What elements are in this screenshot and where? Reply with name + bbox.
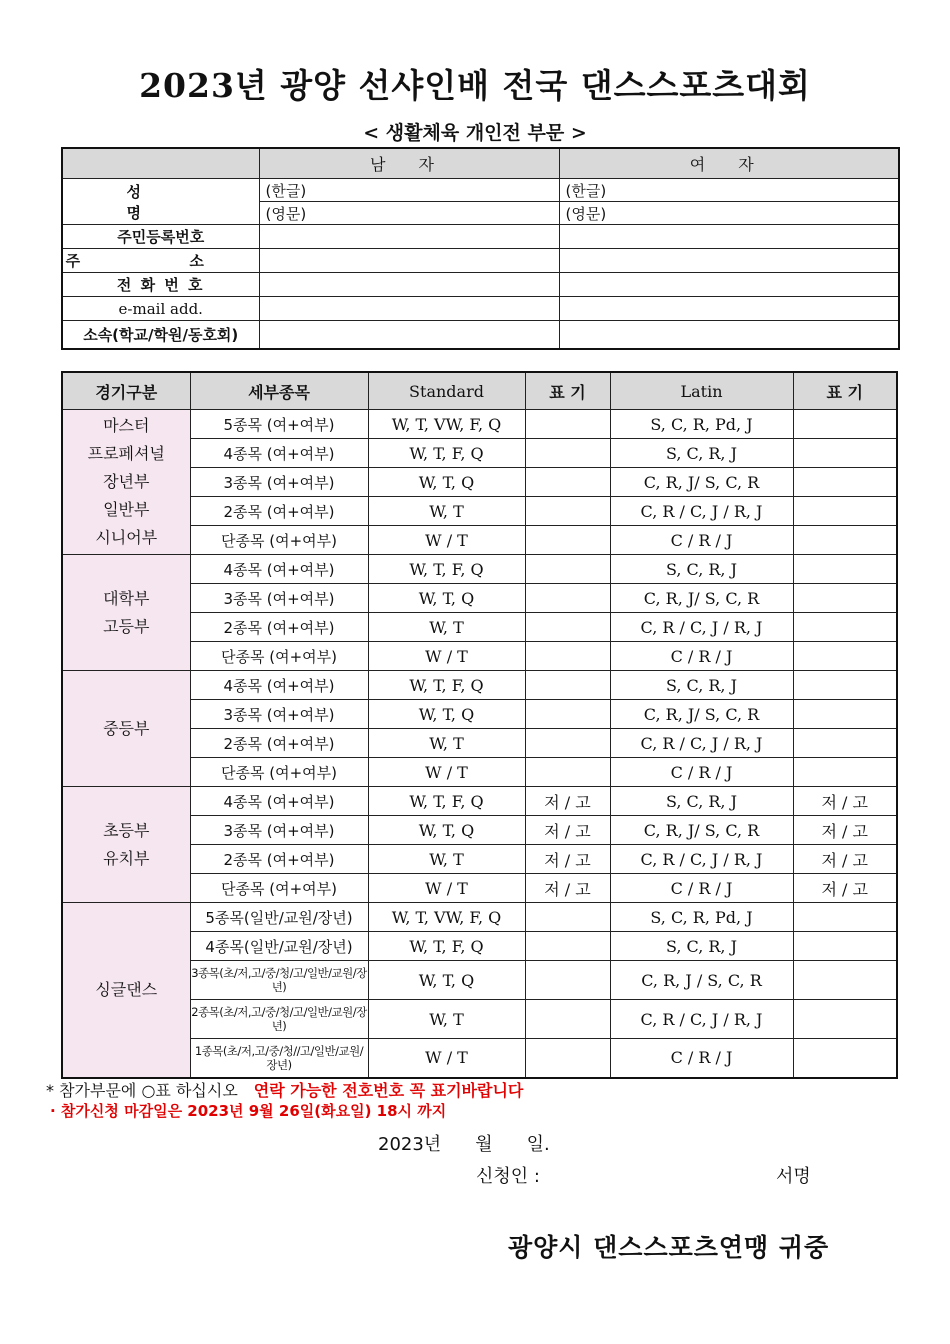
event-name: 2종목 (여+여부) bbox=[190, 845, 368, 874]
standard-mark-cell[interactable] bbox=[525, 497, 610, 526]
category-line: 고등부 bbox=[103, 616, 150, 636]
standard-dances: W, T, F, Q bbox=[368, 555, 525, 584]
event-name: 1종목(초/저,고/중/청//고/일반/교원/장년) bbox=[190, 1039, 368, 1078]
latin-mark-cell[interactable] bbox=[793, 439, 897, 468]
corner-cell bbox=[62, 148, 259, 179]
latin-dances: C, R / C, J / R, J bbox=[610, 497, 793, 526]
category-line: 초등부 bbox=[103, 820, 150, 840]
event-name: 3종목 (여+여부) bbox=[190, 816, 368, 845]
standard-dances: W / T bbox=[368, 758, 525, 787]
standard-mark-cell[interactable] bbox=[525, 468, 610, 497]
standard-dances: W, T bbox=[368, 1000, 525, 1039]
standard-mark-cell[interactable] bbox=[525, 758, 610, 787]
category-line: 중등부 bbox=[103, 718, 150, 738]
standard-dances: W / T bbox=[368, 526, 525, 555]
male-korean-name-field[interactable]: (한글) bbox=[259, 179, 559, 202]
latin-mark-cell[interactable] bbox=[793, 468, 897, 497]
latin-mark-cell[interactable]: 저 / 고 bbox=[793, 787, 897, 816]
standard-mark-cell[interactable]: 저 / 고 bbox=[525, 845, 610, 874]
standard-mark-cell[interactable] bbox=[525, 439, 610, 468]
header-event: 세부종목 bbox=[190, 372, 368, 410]
date-day: 일. bbox=[526, 1134, 550, 1155]
event-name: 4종목 (여+여부) bbox=[190, 555, 368, 584]
latin-dances: S, C, R, Pd, J bbox=[610, 903, 793, 932]
category-cell bbox=[62, 555, 190, 671]
note-mark-instruction: * 참가부문에 ○표 하십시오 bbox=[46, 1081, 238, 1100]
standard-mark-cell[interactable] bbox=[525, 700, 610, 729]
event-name: 5종목 (여+여부) bbox=[190, 410, 368, 439]
latin-dances: S, C, R, Pd, J bbox=[610, 410, 793, 439]
female-phone-field[interactable] bbox=[559, 273, 899, 297]
latin-dances: S, C, R, J bbox=[610, 932, 793, 961]
standard-dances: W / T bbox=[368, 1039, 525, 1078]
category-cell bbox=[62, 410, 190, 555]
standard-mark-cell[interactable]: 저 / 고 bbox=[525, 787, 610, 816]
latin-dances: C / R / J bbox=[610, 1039, 793, 1078]
male-address-field[interactable] bbox=[259, 249, 559, 273]
note-phone-warning: 연락 가능한 전호번호 꼭 표기바랍니다 bbox=[253, 1081, 524, 1100]
latin-mark-cell[interactable]: 저 / 고 bbox=[793, 816, 897, 845]
standard-mark-cell[interactable] bbox=[525, 729, 610, 758]
male-english-name-field[interactable]: (영문) bbox=[259, 202, 559, 225]
event-name: 단종목 (여+여부) bbox=[190, 874, 368, 903]
event-name: 3종목(초/저,고/중/청/고/일반/교원/장년) bbox=[190, 961, 368, 1000]
latin-mark-cell[interactable] bbox=[793, 729, 897, 758]
latin-mark-cell[interactable] bbox=[793, 497, 897, 526]
category-line: 마스터 bbox=[103, 416, 150, 435]
male-resident-number-field[interactable] bbox=[259, 225, 559, 249]
category-cell bbox=[62, 671, 190, 787]
male-email-field[interactable] bbox=[259, 297, 559, 321]
standard-dances: W, T, F, Q bbox=[368, 671, 525, 700]
event-row bbox=[62, 555, 897, 584]
address-label: 주 소 bbox=[62, 249, 259, 273]
standard-dances: W, T, VW, F, Q bbox=[368, 410, 525, 439]
event-table-header bbox=[62, 372, 897, 410]
event-row bbox=[62, 671, 897, 700]
date-month: 월 bbox=[475, 1134, 493, 1155]
latin-mark-cell[interactable] bbox=[793, 932, 897, 961]
phone-label: 전 화 번 호 bbox=[62, 273, 259, 297]
applicant-info-table bbox=[61, 147, 900, 350]
standard-mark-cell[interactable] bbox=[525, 932, 610, 961]
date-year: 2023년 bbox=[378, 1134, 442, 1155]
category-cell bbox=[62, 787, 190, 903]
latin-mark-cell[interactable] bbox=[793, 526, 897, 555]
latin-dances: C, R / C, J / R, J bbox=[610, 729, 793, 758]
female-resident-number-field[interactable] bbox=[559, 225, 899, 249]
event-name: 3종목 (여+여부) bbox=[190, 700, 368, 729]
category-line: 유치부 bbox=[103, 848, 150, 868]
standard-dances: W / T bbox=[368, 874, 525, 903]
latin-mark-cell[interactable] bbox=[793, 758, 897, 787]
standard-mark-cell[interactable]: 저 / 고 bbox=[525, 816, 610, 845]
standard-mark-cell[interactable] bbox=[525, 555, 610, 584]
standard-mark-cell[interactable] bbox=[525, 671, 610, 700]
standard-mark-cell[interactable] bbox=[525, 1039, 610, 1078]
standard-mark-cell[interactable] bbox=[525, 410, 610, 439]
header-standard: Standard bbox=[368, 372, 525, 410]
standard-dances: W, T, F, Q bbox=[368, 439, 525, 468]
event-name: 단종목 (여+여부) bbox=[190, 526, 368, 555]
latin-dances: C / R / J bbox=[610, 526, 793, 555]
category-line: 프로페셔널 bbox=[87, 444, 165, 463]
latin-dances: S, C, R, J bbox=[610, 787, 793, 816]
latin-mark-cell[interactable] bbox=[793, 1039, 897, 1078]
standard-mark-cell[interactable] bbox=[525, 526, 610, 555]
latin-mark-cell[interactable]: 저 / 고 bbox=[793, 845, 897, 874]
latin-mark-cell[interactable] bbox=[793, 642, 897, 671]
event-name: 2종목 (여+여부) bbox=[190, 497, 368, 526]
signature-label: 서명 bbox=[776, 1166, 811, 1187]
standard-dances: W, T, Q bbox=[368, 961, 525, 1000]
standard-mark-cell[interactable] bbox=[525, 961, 610, 1000]
latin-mark-cell[interactable] bbox=[793, 961, 897, 1000]
category-line: 시니어부 bbox=[95, 528, 158, 547]
date-line bbox=[378, 1130, 584, 1156]
latin-mark-cell[interactable] bbox=[793, 700, 897, 729]
male-affiliation-field[interactable] bbox=[259, 321, 559, 349]
female-affiliation-field[interactable] bbox=[559, 321, 899, 349]
latin-mark-cell[interactable]: 저 / 고 bbox=[793, 874, 897, 903]
note-participation bbox=[46, 1078, 523, 1101]
event-name: 단종목 (여+여부) bbox=[190, 642, 368, 671]
resident-number-label: 주민등록번호 bbox=[62, 225, 259, 249]
event-name: 2종목 (여+여부) bbox=[190, 613, 368, 642]
category-line: 싱글댄스 bbox=[95, 979, 158, 999]
female-header: 여 자 bbox=[559, 148, 899, 179]
latin-mark-cell[interactable] bbox=[793, 671, 897, 700]
event-name: 4종목 (여+여부) bbox=[190, 439, 368, 468]
latin-dances: C, R / C, J / R, J bbox=[610, 613, 793, 642]
latin-dances: C, R, J / S, C, R bbox=[610, 961, 793, 1000]
standard-dances: W, T bbox=[368, 729, 525, 758]
latin-dances: S, C, R, J bbox=[610, 555, 793, 584]
standard-dances: W, T bbox=[368, 497, 525, 526]
latin-mark-cell[interactable] bbox=[793, 555, 897, 584]
event-row bbox=[62, 903, 897, 932]
latin-mark-cell[interactable] bbox=[793, 903, 897, 932]
latin-mark-cell[interactable] bbox=[793, 410, 897, 439]
standard-mark-cell[interactable] bbox=[525, 1000, 610, 1039]
event-row bbox=[62, 410, 897, 439]
event-table bbox=[61, 371, 898, 1079]
header-category: 경기구분 bbox=[62, 372, 190, 410]
standard-mark-cell[interactable]: 저 / 고 bbox=[525, 874, 610, 903]
header-latin-mark: 표 기 bbox=[793, 372, 897, 410]
note-deadline: · 참가신청 마감일은 2023년 9월 26일(화요일) 18시 까지 bbox=[50, 1102, 447, 1120]
event-name: 3종목 (여+여부) bbox=[190, 468, 368, 497]
standard-mark-cell[interactable] bbox=[525, 642, 610, 671]
latin-dances: C, R, J/ S, C, R bbox=[610, 468, 793, 497]
latin-mark-cell[interactable] bbox=[793, 584, 897, 613]
event-name: 5종목(일반/교원/장년) bbox=[190, 903, 368, 932]
standard-mark-cell[interactable] bbox=[525, 903, 610, 932]
organization-name: 광양시 댄스스포츠연맹 귀중 bbox=[508, 1233, 830, 1262]
standard-dances: W, T, Q bbox=[368, 700, 525, 729]
standard-dances: W, T bbox=[368, 845, 525, 874]
category-cell bbox=[62, 903, 190, 1078]
standard-dances: W, T, VW, F, Q bbox=[368, 903, 525, 932]
standard-dances: W, T bbox=[368, 613, 525, 642]
standard-dances: W / T bbox=[368, 642, 525, 671]
document-subtitle: < 생활체육 개인전 부문 > bbox=[363, 122, 587, 144]
event-name: 4종목 (여+여부) bbox=[190, 671, 368, 700]
latin-dances: C / R / J bbox=[610, 874, 793, 903]
latin-dances: C, R, J/ S, C, R bbox=[610, 816, 793, 845]
event-row bbox=[62, 787, 897, 816]
female-english-name-field[interactable]: (영문) bbox=[559, 202, 899, 225]
standard-mark-cell[interactable] bbox=[525, 613, 610, 642]
standard-mark-cell[interactable] bbox=[525, 584, 610, 613]
latin-mark-cell[interactable] bbox=[793, 613, 897, 642]
female-address-field[interactable] bbox=[559, 249, 899, 273]
category-line: 일반부 bbox=[103, 500, 150, 519]
email-label: e-mail add. bbox=[62, 297, 259, 321]
latin-dances: C, R, J/ S, C, R bbox=[610, 700, 793, 729]
event-name: 4종목(일반/교원/장년) bbox=[190, 932, 368, 961]
standard-dances: W, T, Q bbox=[368, 468, 525, 497]
male-phone-field[interactable] bbox=[259, 273, 559, 297]
affiliation-label: 소속(학교/학원/동호회) bbox=[62, 321, 259, 349]
standard-dances: W, T, F, Q bbox=[368, 932, 525, 961]
female-email-field[interactable] bbox=[559, 297, 899, 321]
category-line: 대학부 bbox=[103, 588, 150, 608]
female-korean-name-field[interactable]: (한글) bbox=[559, 179, 899, 202]
event-name: 2종목 (여+여부) bbox=[190, 729, 368, 758]
applicant-label: 신청인 : bbox=[476, 1166, 540, 1187]
latin-dances: C, R, J/ S, C, R bbox=[610, 584, 793, 613]
standard-dances: W, T, Q bbox=[368, 816, 525, 845]
latin-dances: C, R / C, J / R, J bbox=[610, 1000, 793, 1039]
document-title: 2023년 광양 선샤인배 전국 댄스스포츠대회 bbox=[139, 66, 811, 105]
event-name: 4종목 (여+여부) bbox=[190, 787, 368, 816]
header-latin: Latin bbox=[610, 372, 793, 410]
standard-dances: W, T, Q bbox=[368, 584, 525, 613]
event-name: 단종목 (여+여부) bbox=[190, 758, 368, 787]
latin-dances: C / R / J bbox=[610, 758, 793, 787]
name-label: 성 명 bbox=[62, 179, 259, 225]
event-name: 3종목 (여+여부) bbox=[190, 584, 368, 613]
male-header: 남 자 bbox=[259, 148, 559, 179]
latin-dances: C / R / J bbox=[610, 642, 793, 671]
latin-dances: S, C, R, J bbox=[610, 671, 793, 700]
event-name: 2종목(초/저,고/중/청/고/일반/교원/장년) bbox=[190, 1000, 368, 1039]
latin-mark-cell[interactable] bbox=[793, 1000, 897, 1039]
category-line: 장년부 bbox=[103, 472, 150, 491]
latin-dances: C, R / C, J / R, J bbox=[610, 845, 793, 874]
header-standard-mark: 표 기 bbox=[525, 372, 610, 410]
standard-dances: W, T, F, Q bbox=[368, 787, 525, 816]
latin-dances: S, C, R, J bbox=[610, 439, 793, 468]
